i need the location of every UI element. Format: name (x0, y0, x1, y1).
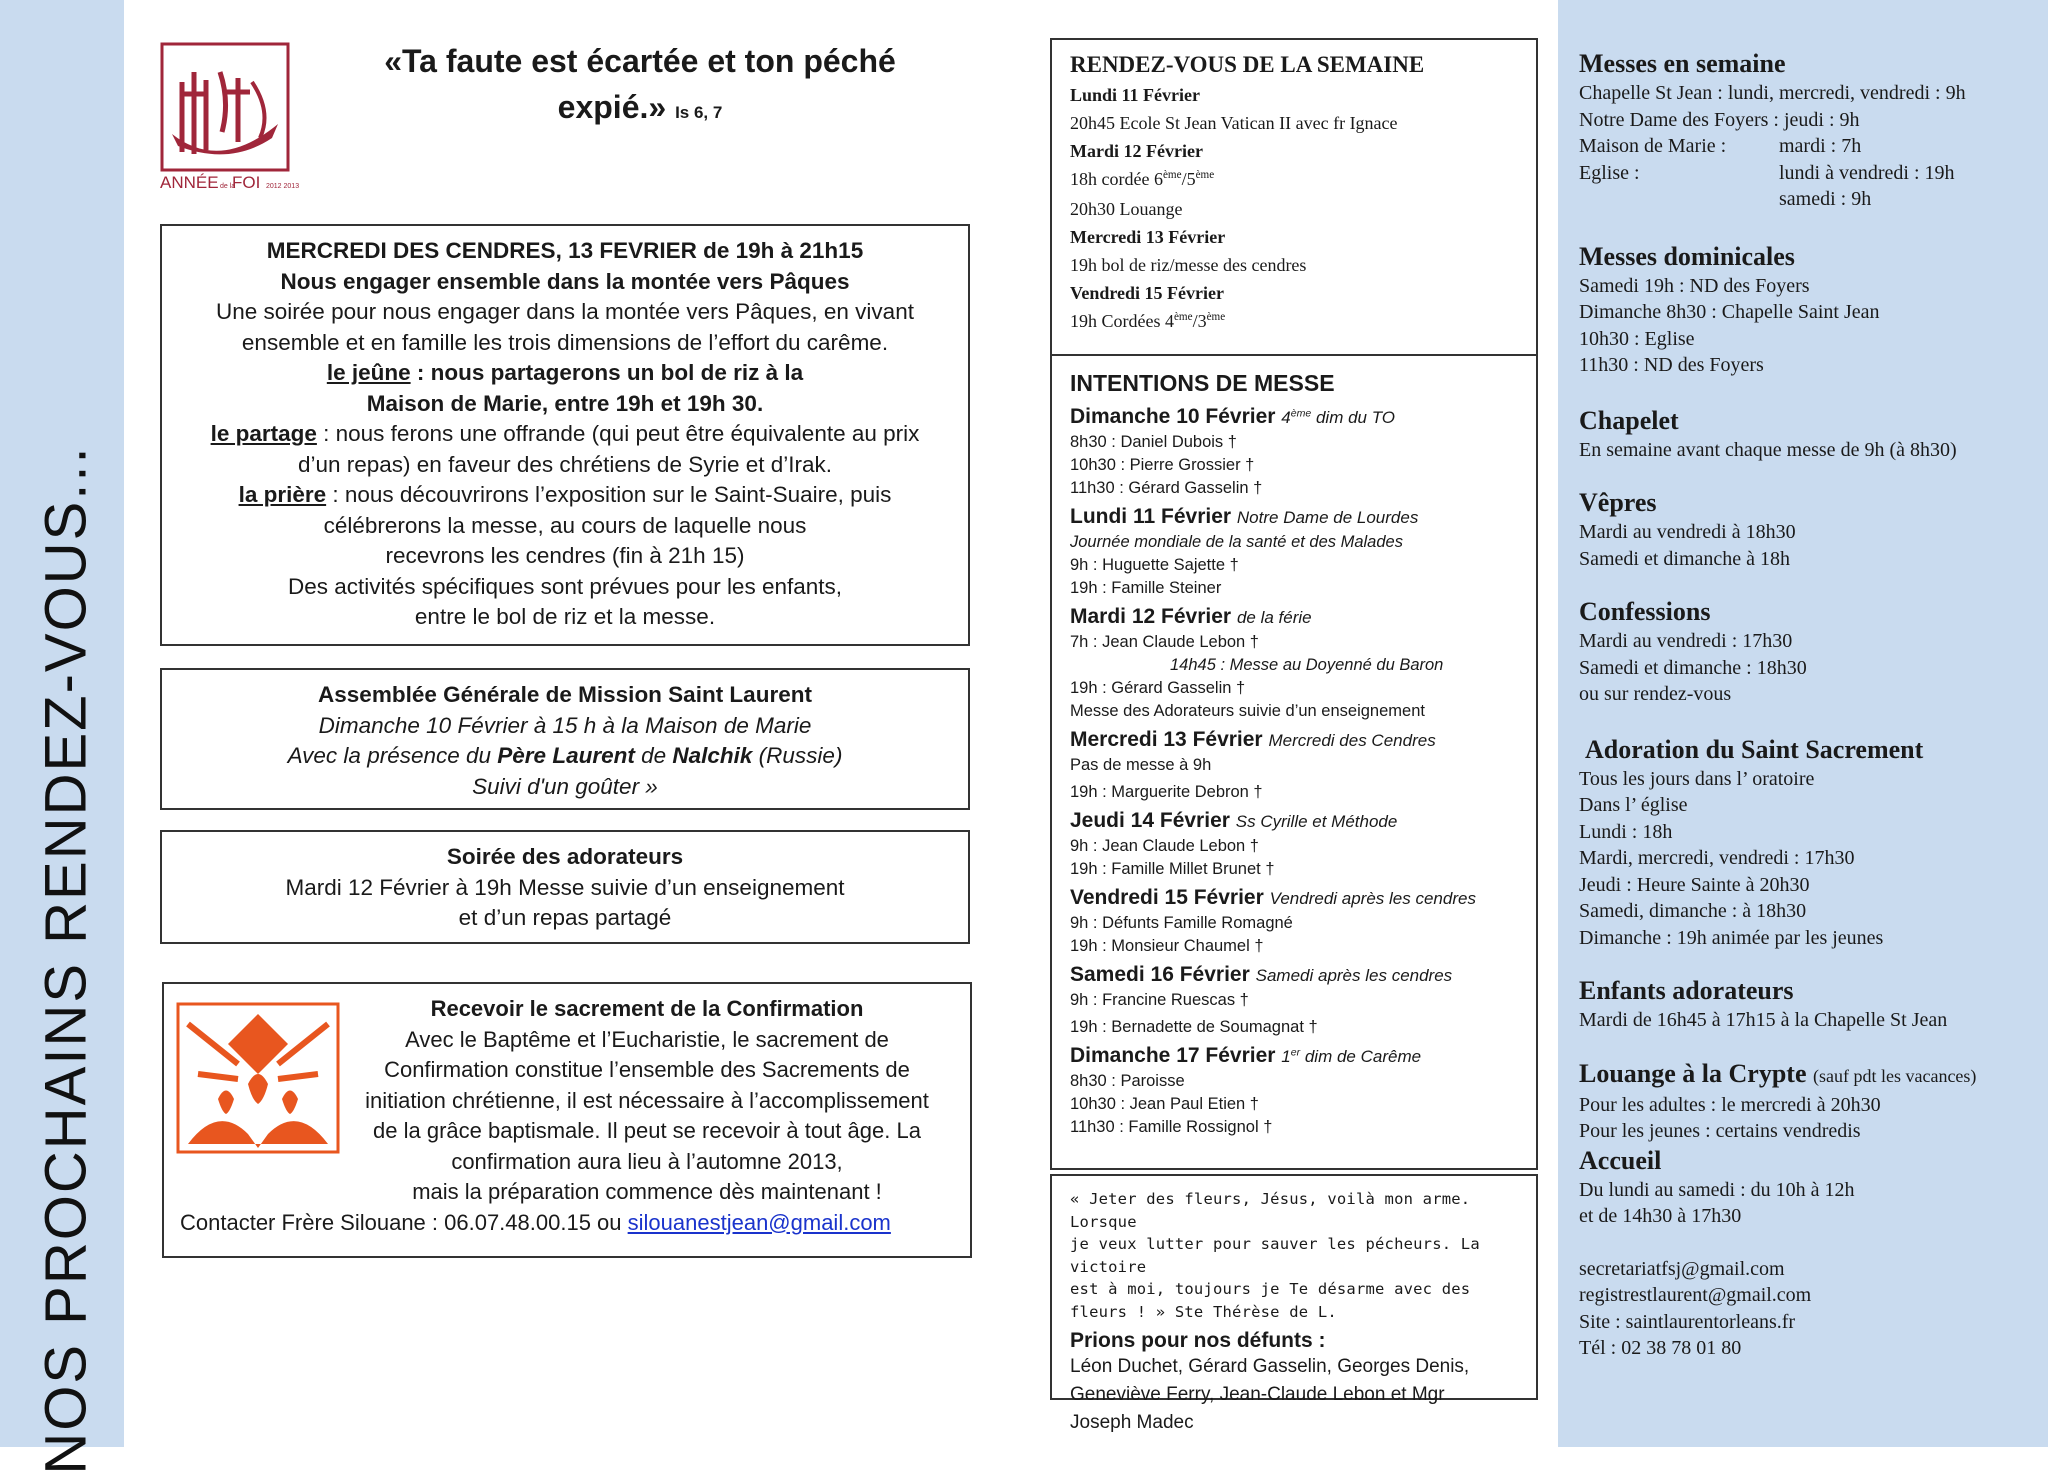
vertical-title (0, 0, 124, 1475)
intentions-day-lun11 (1070, 503, 1518, 531)
contact-section (1579, 1256, 2039, 1362)
confirmation-title: Recevoir le sacrement de la Confirmation (430, 996, 864, 1021)
rdv-event-2-sup2: ème (1195, 169, 1215, 181)
intentions-day-dim10 (1070, 403, 1518, 431)
ven15-intention-2: 19h : Monsieur Chaumel † (1070, 937, 1264, 955)
cendres-partage (182, 419, 948, 450)
rdv-event-2b: /5 (1181, 169, 1196, 189)
therese-quote-3: est à moi, toujours je Te désarme avec des (1070, 1280, 1471, 1298)
dim17-intention-3: 11h30 : Famille Rossignol † (1070, 1118, 1273, 1136)
contact-email-link[interactable]: silouanestjean@gmail.com (627, 1209, 891, 1235)
sunday-line-2: Dimanche 8h30 : Chapelle Saint Jean (1579, 301, 1880, 323)
dim17-note-a: 1 (1281, 1047, 1291, 1066)
rdv-event-5 (1070, 306, 1518, 336)
rdv-event-2a: 18h cordée 6 (1070, 169, 1163, 189)
logo-foi: FOI (232, 173, 261, 192)
cendres-jeune (182, 358, 948, 389)
rdv-title: RENDEZ-VOUS DE LA SEMAINE (1070, 52, 1425, 77)
vespers-line-2: Samedi et dimanche à 18h (1579, 547, 1791, 570)
weekday-line-3 (1579, 133, 2039, 160)
logo-text: ANNÉE (160, 173, 219, 192)
weekday-line-3a: Maison de Marie : (1579, 135, 1727, 157)
adoration-section (1579, 734, 2039, 952)
reception-line-2: et de 14h30 à 17h30 (1579, 1205, 1742, 1227)
weekday-line-4b: lundi à vendredi : 19h (1779, 161, 1955, 184)
adoration-line-2: Dans l’ église (1579, 794, 1688, 816)
adorateurs-title: Soirée des adorateurs (446, 844, 684, 869)
mar12-intention-3: 19h : Gérard Gasselin † (1070, 679, 1246, 697)
rosary-title: Chapelet (1579, 405, 1679, 435)
sam16-note: Samedi après les cendres (1255, 966, 1453, 985)
lun11-intention-1: 9h : Huguette Sajette † (1070, 556, 1239, 574)
cendres-priere (182, 480, 948, 511)
intentions-day-mar12 (1070, 603, 1518, 631)
reception-section (1579, 1145, 2039, 1230)
adoration-line-5: Jeudi : Heure Sainte à 20h30 (1579, 873, 1810, 896)
mar12-note: de la férie (1236, 608, 1312, 627)
dim17-note (1281, 1047, 1421, 1066)
priere-text: : nous découvrirons l’exposition sur le Saint-Suaire, puis (326, 482, 892, 507)
vespers-section (1579, 487, 2039, 572)
rdv-event-5a: 19h Cordées 4 (1070, 311, 1174, 331)
ag-title: Assemblée Générale de Mission Saint Laurent (318, 682, 812, 707)
scripture-line-1: «Ta faute est écartée et ton péché (384, 43, 896, 79)
logo-text-mid: de la (220, 183, 236, 190)
lun11-note-2: Journée mondiale de la santé et des Malades (1070, 533, 1403, 551)
rdv-day-4: Vendredi 15 Février (1070, 283, 1224, 303)
weekday-masses-section (1579, 48, 2039, 213)
rdv-event-5b: /3 (1192, 311, 1207, 331)
scripture-line-2-text: expié.» (557, 89, 667, 125)
confirmation-l2: Confirmation constitue l’ensemble des Sacrements de (384, 1057, 910, 1082)
contact-phone: Tél : 02 38 78 01 80 (1579, 1337, 1742, 1359)
partage-label: le partage (210, 421, 317, 446)
sam16-label: Samedi 16 Février (1070, 963, 1250, 986)
therese-quote-1: « Jeter des fleurs, Jésus, voilà mon arme. Lorsque (1070, 1190, 1471, 1231)
cendres-intro-1: Une soirée pour nous engager dans la montée vers Pâques, en vivant (216, 299, 914, 324)
confirmation-l6: mais la préparation commence dès maintenant ! (412, 1179, 882, 1204)
confirmation-l1: Avec le Baptême et l’Eucharistie, le sacrement de (405, 1026, 889, 1052)
dim10-intention-3: 11h30 : Gérard Gasselin † (1070, 479, 1263, 497)
mar12-intention-2: 14h45 : Messe au Doyenné du Baron (1170, 656, 1444, 674)
reception-title: Accueil (1579, 1145, 1662, 1175)
adorateurs-line-2: et d’un repas partagé (458, 905, 672, 930)
weekday-line-5b: samedi : 9h (1779, 188, 1872, 210)
jeune-text: : nous partagerons un bol de riz à la (410, 360, 804, 385)
weekday-line-4a: Eglise : (1579, 161, 1640, 184)
intentions-day-jeu14 (1070, 807, 1518, 835)
cendres-jeune-2: Maison de Marie, entre 19h et 19h 30. (366, 390, 764, 416)
lun11-intention-2: 19h : Famille Steiner (1070, 579, 1222, 597)
confessions-line-3: ou sur rendez-vous (1579, 683, 1732, 705)
jeune-label: le jeûne (326, 360, 411, 385)
therese-quote-2: je veux lutter pour sauver les pécheurs. La victoire (1070, 1235, 1480, 1276)
dim10-intention-2: 10h30 : Pierre Grossier † (1070, 456, 1255, 474)
sunday-line-1: Samedi 19h : ND des Foyers (1579, 274, 1810, 297)
dim10-note (1281, 408, 1395, 427)
ag-line-2a: Avec la présence du (287, 743, 498, 768)
dim10-note-sup: ème (1290, 407, 1312, 420)
jeu14-note: Ss Cyrille et Méthode (1235, 812, 1398, 831)
weekly-appointments-box (1050, 38, 1538, 356)
rdv-day-3: Mercredi 13 Février (1070, 227, 1226, 247)
confessions-line-2: Samedi et dimanche : 18h30 (1579, 656, 1807, 679)
rosary-line-1: En semaine avant chaque messe de 9h (à 8h30) (1579, 438, 1957, 461)
weekday-line-3b: mardi : 7h (1779, 135, 1862, 157)
mar12-intention-1: 7h : Jean Claude Lebon † (1070, 633, 1259, 651)
cendres-title: MERCREDI DES CENDRES, 13 FEVRIER de 19h à 21h15 (266, 238, 864, 263)
crypt-praise-title (1579, 1058, 2039, 1092)
jeu14-intention-2: 19h : Famille Millet Brunet † (1070, 860, 1275, 878)
scripture-quote (330, 38, 950, 136)
contact-website[interactable]: Site : saintlaurentorleans.fr (1579, 1310, 1796, 1333)
dim10-note-b: dim du TO (1311, 408, 1396, 427)
confirmation-text (338, 994, 956, 1208)
jeu14-label: Jeudi 14 Février (1070, 809, 1230, 832)
cendres-intro-2: ensemble et en famille les trois dimensions de l’effort du carême. (241, 329, 889, 355)
cendres-priere-2: célébrerons la messe, au cours de laquelle nous (323, 512, 807, 538)
rdv-event-2 (1070, 164, 1518, 194)
holy-spirit-flames-icon (178, 1004, 338, 1152)
intentions-day-dim17 (1070, 1042, 1518, 1070)
confessions-line-1: Mardi au vendredi : 17h30 (1579, 630, 1793, 652)
adoration-line-1: Tous les jours dans l’ oratoire (1579, 767, 1815, 790)
cendres-partage-2: d’un repas) en faveur des chrétiens de Syrie et d’Irak. (297, 451, 833, 477)
intentions-title: INTENTIONS DE MESSE (1070, 370, 1335, 396)
sunday-masses-title: Messes dominicales (1579, 241, 1795, 271)
dim17-intention-1: 8h30 : Paroisse (1070, 1072, 1185, 1090)
contact-email-2[interactable]: registrestlaurent@gmail.com (1579, 1284, 1812, 1306)
adoration-line-3: Lundi : 18h (1579, 820, 1673, 843)
sunday-masses-section (1579, 241, 2039, 379)
crypt-praise-title-text: Louange à la Crypte (1579, 1058, 1807, 1088)
vespers-title: Vêpres (1579, 488, 1657, 517)
cendres-enfants-2: entre le bol de riz et la messe. (414, 604, 716, 629)
logo-years: 2012 2013 (266, 183, 300, 190)
dim17-label: Dimanche 17 Février (1070, 1044, 1276, 1067)
crypt-praise-line-2: Pour les jeunes : certains vendredis (1579, 1120, 1861, 1142)
weekday-line-2: Notre Dame des Foyers : jeudi : 9h (1579, 108, 1860, 131)
mer13-intention-2: 19h : Marguerite Debron † (1070, 783, 1263, 801)
mass-intentions-box (1050, 354, 1538, 1170)
therese-quote-4: fleurs ! » Ste Thérèse de L. (1070, 1302, 1337, 1321)
sunday-line-3: 10h30 : Eglise (1579, 327, 1695, 350)
rdv-day-2: Mardi 12 Février (1070, 141, 1203, 161)
rdv-event-4: 19h bol de riz/messe des cendres (1070, 255, 1307, 275)
dim10-label: Dimanche 10 Février (1070, 405, 1276, 428)
contact-text: Contacter Frère Silouane : 06.07.48.00.15 ou (180, 1209, 628, 1235)
ag-line-2c: de (634, 743, 673, 768)
contact-email-1[interactable]: secretariatfsj@gmail.com (1579, 1257, 1785, 1280)
rdv-event-5-sup2: ème (1206, 311, 1226, 323)
mer13-note: Mercredi des Cendres (1268, 731, 1436, 750)
deceased-line-2: Geneviève Ferry, Jean-Claude Lebon et Mgr (1070, 1384, 1445, 1405)
rdv-event-2-sup1: ème (1162, 169, 1182, 181)
intentions-day-ven15 (1070, 884, 1518, 912)
weekday-masses-title: Messes en semaine (1579, 49, 1786, 78)
lun11-label: Lundi 11 Février (1070, 505, 1232, 528)
adoration-line-7: Dimanche : 19h animée par les jeunes (1579, 926, 1884, 949)
weekday-line-1: Chapelle St Jean : lundi, mercredi, vendredi : 9h (1579, 82, 1966, 104)
rdv-day-1: Lundi 11 Février (1070, 85, 1200, 105)
intentions-day-mer13 (1070, 726, 1518, 754)
adorateurs-line-1: Mardi 12 Février à 19h Messe suivie d’un enseignement (285, 874, 845, 900)
ash-wednesday-box (160, 224, 970, 646)
annee-de-la-foi-logo (160, 42, 300, 194)
ag-pere-laurent: Père Laurent (497, 743, 635, 768)
parish-info (1579, 48, 2039, 1380)
crypt-praise-note: (sauf pdt les vacances) (1813, 1065, 1977, 1086)
ag-line-2e: (Russie) (752, 743, 843, 768)
dim17-intention-2: 10h30 : Jean Paul Etien † (1070, 1095, 1259, 1113)
crypt-praise-section (1579, 1058, 2039, 1145)
deceased-line-1: Léon Duchet, Gérard Gasselin, Georges Denis, (1070, 1356, 1470, 1377)
ag-line-3: Suivi d'un goûter » (472, 773, 658, 799)
child-adorers-line-1: Mardi de 16h45 à 17h15 à la Chapelle St Jean (1579, 1009, 1948, 1031)
adorers-evening-box (160, 830, 970, 944)
prayer-box (1050, 1174, 1538, 1433)
rdv-event-3: 20h30 Louange (1070, 199, 1183, 219)
dim17-note-sup: er (1290, 1046, 1301, 1059)
confessions-section (1579, 596, 2039, 708)
cendres-subtitle: Nous engager ensemble dans la montée vers Pâques (280, 268, 850, 294)
general-assembly-box (160, 668, 970, 810)
scripture-reference: Is 6, 7 (675, 103, 723, 122)
sam16-intention-1: 9h : Francine Ruescas † (1070, 991, 1249, 1009)
cendres-priere-3: recevrons les cendres (fin à 21h 15) (385, 543, 745, 568)
deceased-line-3: Joseph Madec (1070, 1412, 1194, 1433)
crypt-praise-line-1: Pour les adultes : le mercredi à 20h30 (1579, 1093, 1881, 1116)
lun11-note: Notre Dame de Lourdes (1236, 508, 1419, 527)
vespers-line-1: Mardi au vendredi à 18h30 (1579, 521, 1796, 543)
confirmation-l3: initiation chrétienne, il est nécessaire à l’accomplissement (365, 1087, 929, 1113)
mer13-label: Mercredi 13 Février (1070, 728, 1263, 751)
sunday-line-4: 11h30 : ND des Foyers (1579, 354, 1764, 376)
ven15-intention-1: 9h : Défunts Famille Romagné (1070, 914, 1293, 932)
partage-text: : nous ferons une offrande (qui peut être équivalente au prix (316, 421, 920, 446)
confessions-title: Confessions (1579, 597, 1711, 626)
adoration-title: Adoration du Saint Sacrement (1585, 734, 1924, 764)
ag-line-2 (182, 741, 948, 772)
rosary-section (1579, 405, 2039, 464)
cendres-enfants-1: Des activités spécifiques sont prévues pour les enfants, (287, 573, 843, 599)
mar12-intention-4: Messe des Adorateurs suivie d’un enseignement (1070, 702, 1425, 720)
weekday-line-4 (1579, 160, 2039, 187)
priere-label: la prière (238, 482, 327, 507)
mer13-intention-1: Pas de messe à 9h (1070, 756, 1212, 774)
child-adorers-section (1579, 975, 2039, 1034)
ag-nalchik: Nalchik (672, 743, 753, 768)
vertical-title-text: NOS PROCHAINS RENDEZ-VOUS... (33, 445, 99, 1475)
adoration-line-4: Mardi, mercredi, vendredi : 17h30 (1579, 847, 1855, 869)
child-adorers-title: Enfants adorateurs (1579, 976, 1794, 1005)
rdv-event-5-sup1: ème (1173, 311, 1193, 323)
adoration-line-6: Samedi, dimanche : à 18h30 (1579, 900, 1807, 922)
ven15-note: Vendredi après les cendres (1269, 889, 1476, 908)
weekday-line-5 (1579, 186, 2039, 213)
ven15-label: Vendredi 15 Février (1070, 886, 1264, 909)
sam16-intention-2: 19h : Bernadette de Soumagnat † (1070, 1018, 1318, 1036)
mar12-label: Mardi 12 Février (1070, 605, 1232, 628)
intentions-day-sam16 (1070, 961, 1518, 989)
confirmation-box (162, 982, 972, 1258)
ag-line-1: Dimanche 10 Février à 15 h à la Maison de Marie (318, 712, 812, 738)
jeu14-intention-1: 9h : Jean Claude Lebon † (1070, 837, 1259, 855)
rdv-event-1: 20h45 Ecole St Jean Vatican II avec fr Ignace (1070, 113, 1398, 133)
deceased-title: Prions pour nos défunts : (1070, 1329, 1326, 1352)
dim17-note-b: dim de Carême (1300, 1047, 1422, 1066)
confirmation-l4: de la grâce baptismale. Il peut se recevoir à tout âge. La (373, 1118, 921, 1143)
reception-line-1: Du lundi au samedi : du 10h à 12h (1579, 1178, 1855, 1201)
dim10-intention-1: 8h30 : Daniel Dubois † (1070, 433, 1237, 451)
confirmation-contact (180, 1208, 956, 1239)
dim10-note-a: 4 (1281, 408, 1291, 427)
scripture-line-2 (330, 84, 950, 136)
confirmation-l5: confirmation aura lieu à l’automne 2013, (451, 1148, 843, 1174)
weekday-line-5-spacer (1579, 186, 1779, 213)
